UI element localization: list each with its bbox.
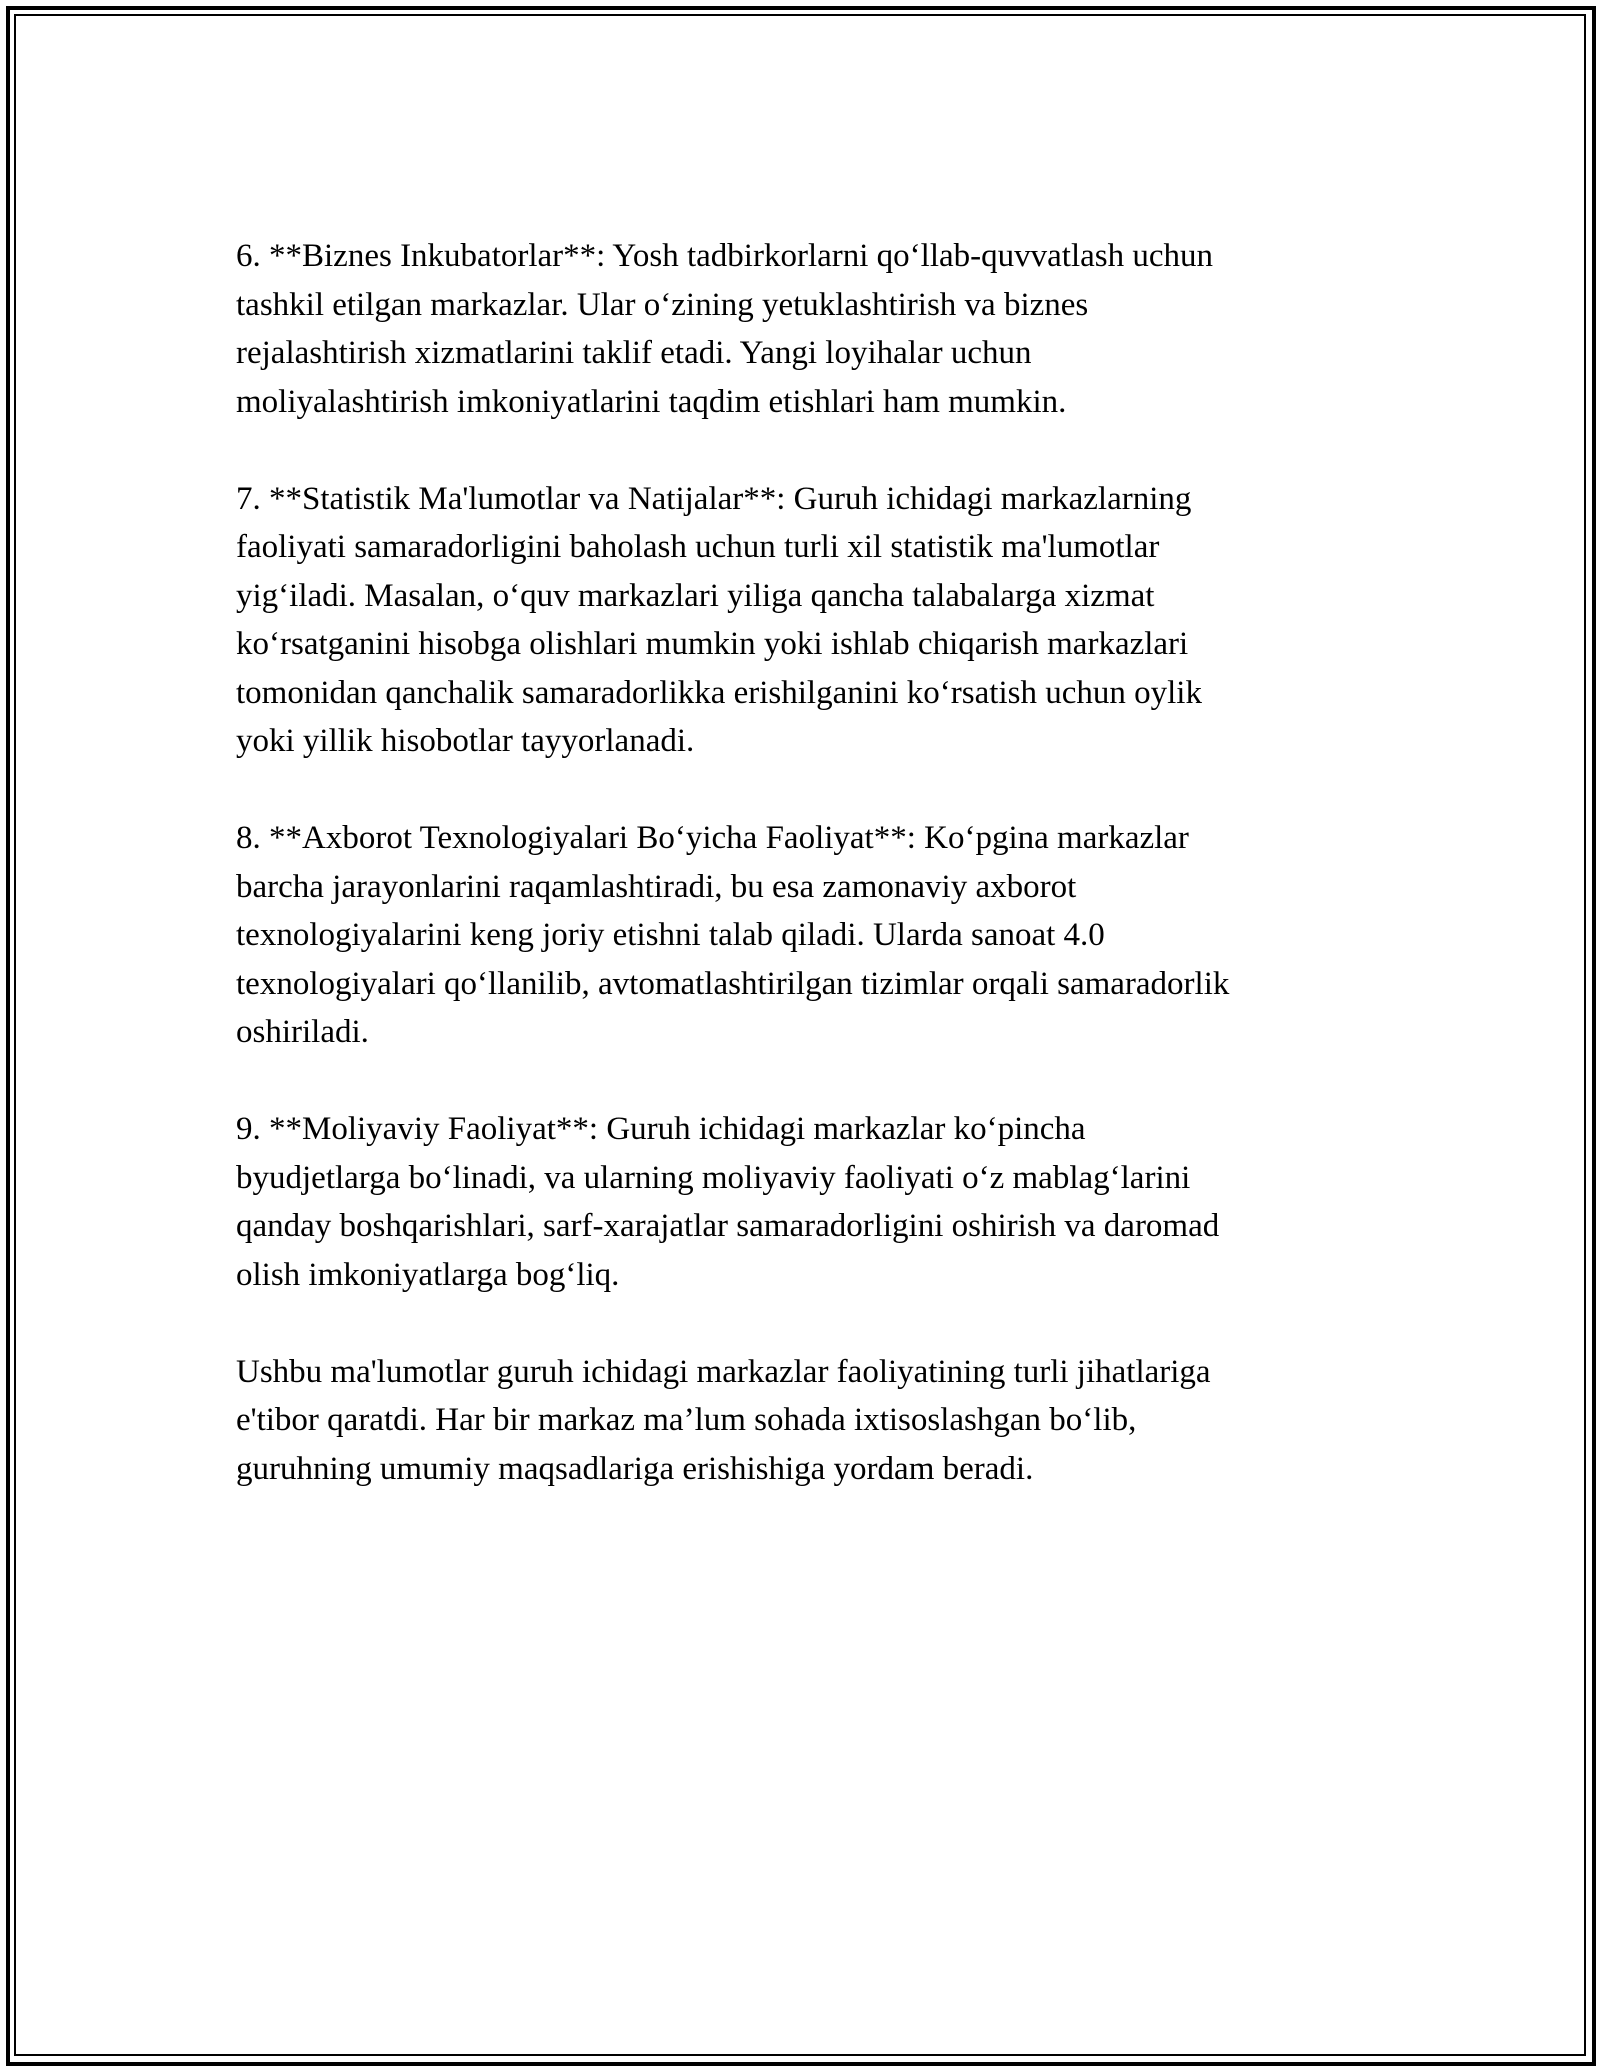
paragraph-biznes-inkubatorlar: 6. **Biznes Inkubatorlar**: Yosh tadbirkorlarni qo‘llab-quvvatlash uchun tashkil etilgan markazlar. Ular o‘zining yetuklashtirish va biznes rejalashtirish xizmatlarini taklif etadi. Yangi loyihalar uchun moliyalashtirish imkoniyatlarini taqdim etishlari ham mumkin. xyxy=(236,238,1213,420)
paragraph-conclusion: Ushbu ma'lumotlar guruh ichidagi markazlar faoliyatining turli jihatlariga e'tibor qaratdi. Har bir markaz ma’lum sohada ixtisoslashgan bo‘lib, guruhning umumiy maqsadlariga erishishiga yordam beradi. xyxy=(236,1353,1211,1487)
paragraph-statistik-malumotlar: 7. **Statistik Ma'lumotlar va Natijalar**: Guruh ichidagi markazlarning faoliyati samaradorligini baholash uchun turli xil statistik ma'lumotlar yig‘iladi. Masalan, o‘quv markazlari yiliga qancha talabalarga xizmat ko‘rsatganini hisobga olishlari mumkin yoki ishlab chiqarish markazlari tomonidan qanchalik samaradorlikka erishilganini ko‘rsatish uchun oylik yoki yillik hisobotlar tayyorlanadi. xyxy=(236,480,1202,759)
document-body xyxy=(236,232,1366,1542)
paragraph-axborot-texnologiyalari: 8. **Axborot Texnologiyalari Bo‘yicha Faoliyat**: Ko‘pgina markazlar barcha jarayonlarini raqamlashtiradi, bu esa zamonaviy axborot texnologiyalarini keng joriy etishni talab qiladi. Ularda sanoat 4.0 texnologiyalari qo‘llanilib, avtomatlashtirilgan tizimlar orqali samaradorlik oshiriladi. xyxy=(236,820,1230,1050)
paragraph-moliyaviy-faoliyat: 9. **Moliyaviy Faoliyat**: Guruh ichidagi markazlar ko‘pincha byudjetlarga bo‘linadi, va ularning moliyaviy faoliyati o‘z mablag‘larini qanday boshqarishlari, sarf-xarajatlar samaradorligini oshirish va daromad olish imkoniyatlarga bog‘liq. xyxy=(236,1111,1220,1293)
